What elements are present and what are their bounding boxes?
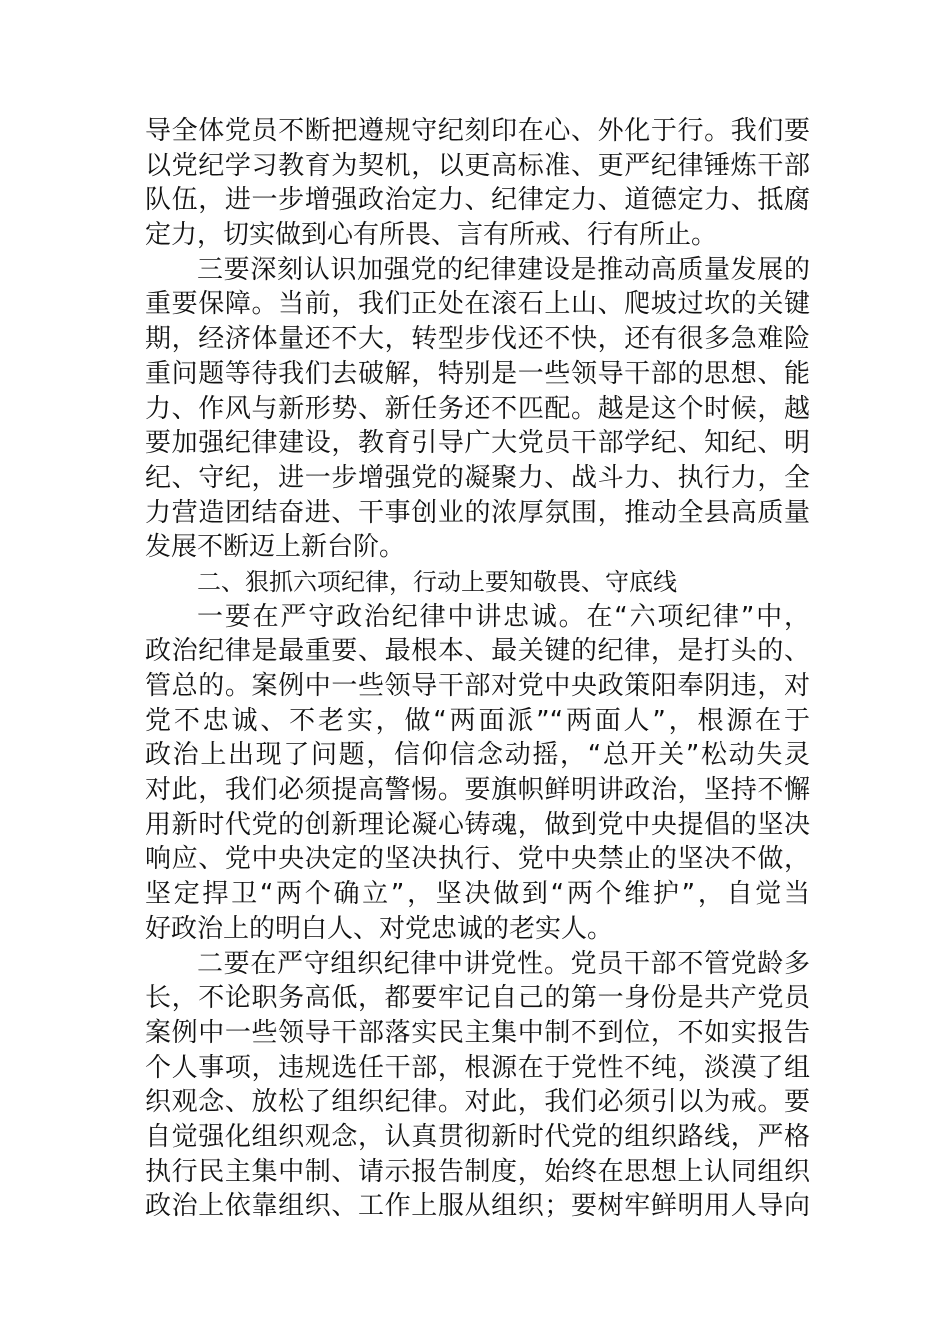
text-line: 案例中一些领导干部落实民主集中制不到位，不如实报告 xyxy=(145,1017,810,1048)
text-line: 政治纪律是最重要、最根本、最关键的纪律，是打头的、 xyxy=(145,636,810,667)
text-line: 二要在严守组织纪律中讲党性。党员干部不管党龄多 xyxy=(197,948,810,979)
text-line: 队伍，进一步增强政治定力、纪律定力、道德定力、抵腐 xyxy=(145,185,810,216)
text-line: 以党纪学习教育为契机，以更高标准、更严纪律锤炼干部 xyxy=(145,150,810,181)
text-line: 纪、守纪，进一步增强党的凝聚力、战斗力、执行力，全 xyxy=(145,462,810,493)
text-line: 一要在严守政治纪律中讲忠诚。在“六项纪律”中， xyxy=(197,601,810,632)
text-line: 自觉强化组织观念，认真贯彻新时代党的组织路线，严格 xyxy=(145,1121,810,1152)
text-line: 定力，切实做到心有所畏、言有所戒、行有所止。 xyxy=(145,220,718,251)
text-line: 党不忠诚、不老实，做“两面派”“两面人”，根源在于 xyxy=(145,705,810,736)
text-line: 力营造团结奋进、干事创业的浓厚氛围，推动全县高质量 xyxy=(145,497,810,528)
text-line: 导全体党员不断把遵规守纪刻印在心、外化于行。我们要 xyxy=(145,116,810,146)
text-line: 用新时代党的创新理论凝心铸魂，做到党中央提倡的坚决 xyxy=(145,809,810,840)
text-line: 重要保障。当前，我们正处在滚石上山、爬坡过坎的关键 xyxy=(145,289,810,320)
text-line: 坚定捍卫“两个确立”，坚决做到“两个维护”，自觉当 xyxy=(145,879,810,910)
text-line: 织观念、放松了组织纪律。对此，我们必须引以为戒。要 xyxy=(145,1087,810,1118)
text-line: 响应、党中央决定的坚决执行、党中央禁止的坚决不做， xyxy=(145,844,810,875)
text-line: 期，经济体量还不大，转型步伐还不快，还有很多急难险 xyxy=(145,324,810,355)
text-line: 长，不论职务高低，都要牢记自己的第一身份是共产党员 xyxy=(145,983,810,1014)
text-line: 力、作风与新形势、新任务还不匹配。越是这个时候，越 xyxy=(145,393,810,424)
text-line: 要加强纪律建设，教育引导广大党员干部学纪、知纪、明 xyxy=(145,428,810,459)
text-line: 对此，我们必须提高警惕。要旗帜鲜明讲政治，坚持不懈 xyxy=(145,775,810,806)
document-body xyxy=(145,114,810,1224)
section-heading-line: 二、狠抓六项纪律，行动上要知敬畏、守底线 xyxy=(197,567,677,596)
text-line: 发展不断迈上新台阶。 xyxy=(145,532,406,563)
text-line: 政治上依靠组织、工作上服从组织；要树牢鲜明用人导向 xyxy=(145,1191,810,1222)
text-line: 好政治上的明白人、对党忠诚的老实人。 xyxy=(145,913,614,944)
text-line: 三要深刻认识加强党的纪律建设是推动高质量发展的 xyxy=(197,254,810,285)
text-line: 个人事项，违规选任干部，根源在于党性不纯，淡漠了组 xyxy=(145,1052,810,1083)
text-line: 重问题等待我们去破解，特别是一些领导干部的思想、能 xyxy=(145,358,810,389)
text-line: 管总的。案例中一些领导干部对党中央政策阳奉阴违，对 xyxy=(145,671,810,701)
text-line: 政治上出现了问题，信仰信念动摇，“总开关”松动失灵 xyxy=(145,740,810,771)
text-line: 执行民主集中制、请示报告制度，始终在思想上认同组织 xyxy=(145,1156,810,1187)
